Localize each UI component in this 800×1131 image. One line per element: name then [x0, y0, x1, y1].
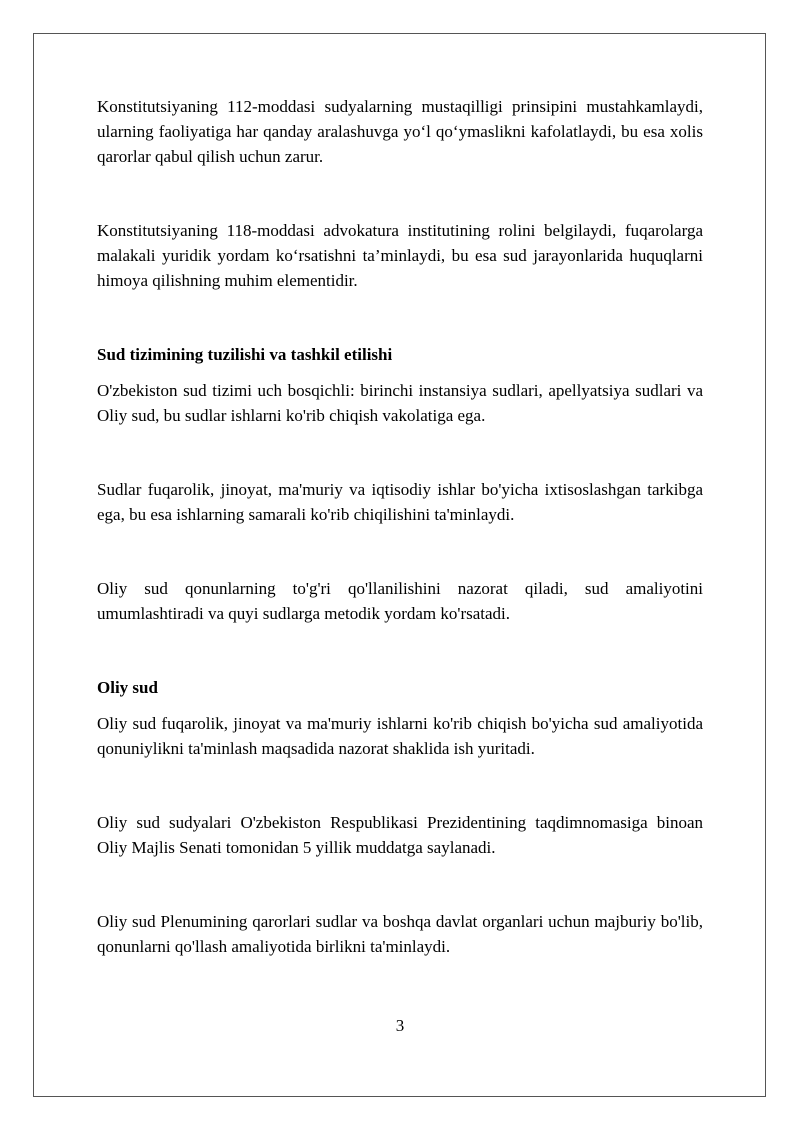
paragraph-plenum-decisions: Oliy sud Plenumining qarorlari sudlar va boshqa davlat organlari uchun majburiy bo'lib, qonunlarni qo'llash amaliyotida birlikni ta'minlaydi.	[97, 912, 703, 956]
page-content	[97, 94, 703, 959]
paragraph-court-levels: O'zbekiston sud tizimi uch bosqichli: birinchi instansiya sudlari, apellyatsiya sudlari va Oliy sud, bu sudlar ishlarni ko'rib chiqish vakolatiga ega.	[97, 381, 703, 425]
paragraph-court-specialization: Sudlar fuqarolik, jinoyat, ma'muriy va iqtisodiy ishlar bo'yicha ixtisoslashgan tarkibga ega, bu esa ishlarning samarali ko'rib chiqilishini ta'minlaydi.	[97, 480, 703, 524]
paragraph-supreme-court-oversight: Oliy sud qonunlarning to'g'ri qo'llanilishini nazorat qiladi, sud amaliyotini umumlashtiradi va quyi sudlarga metodik yordam ko'rsatadi.	[97, 579, 703, 623]
paragraph-article-118: Konstitutsiyaning 118-moddasi advokatura institutining rolini belgilaydi, fuqarolarga malakali yuridik yordam ko‘rsatishni ta’minlaydi, bu esa sud jarayonlarida huquqlarni himoya qilishning muhim elementidir.	[97, 221, 703, 290]
paragraph-supreme-court-supervision: Oliy sud fuqarolik, jinoyat va ma'muriy ishlarni ko'rib chiqish bo'yicha sud amaliyotida qonuniylikni ta'minlash maqsadida nazorat shaklida ish yuritadi.	[97, 714, 703, 758]
page-number: 3	[395, 1016, 405, 1035]
paragraph-supreme-court-judges: Oliy sud sudyalari O'zbekiston Respublikasi Prezidentining taqdimnomasiga binoan Oliy Majlis Senati tomonidan 5 yillik muddatga saylanadi.	[97, 813, 703, 857]
paragraph-article-112: Konstitutsiyaning 112-moddasi sudyalarning mustaqilligi prinsipini mustahkamlaydi, ularning faoliyatiga har qanday aralashuvga yo‘l qo‘ymaslikni kafolatlaydi, bu esa xolis qarorlar qabul qilish uchun zarur.	[97, 97, 703, 166]
section-heading-supreme-court: Oliy sud	[97, 678, 158, 697]
section-heading-court-structure: Sud tizimining tuzilishi va tashkil etilishi	[97, 345, 393, 364]
